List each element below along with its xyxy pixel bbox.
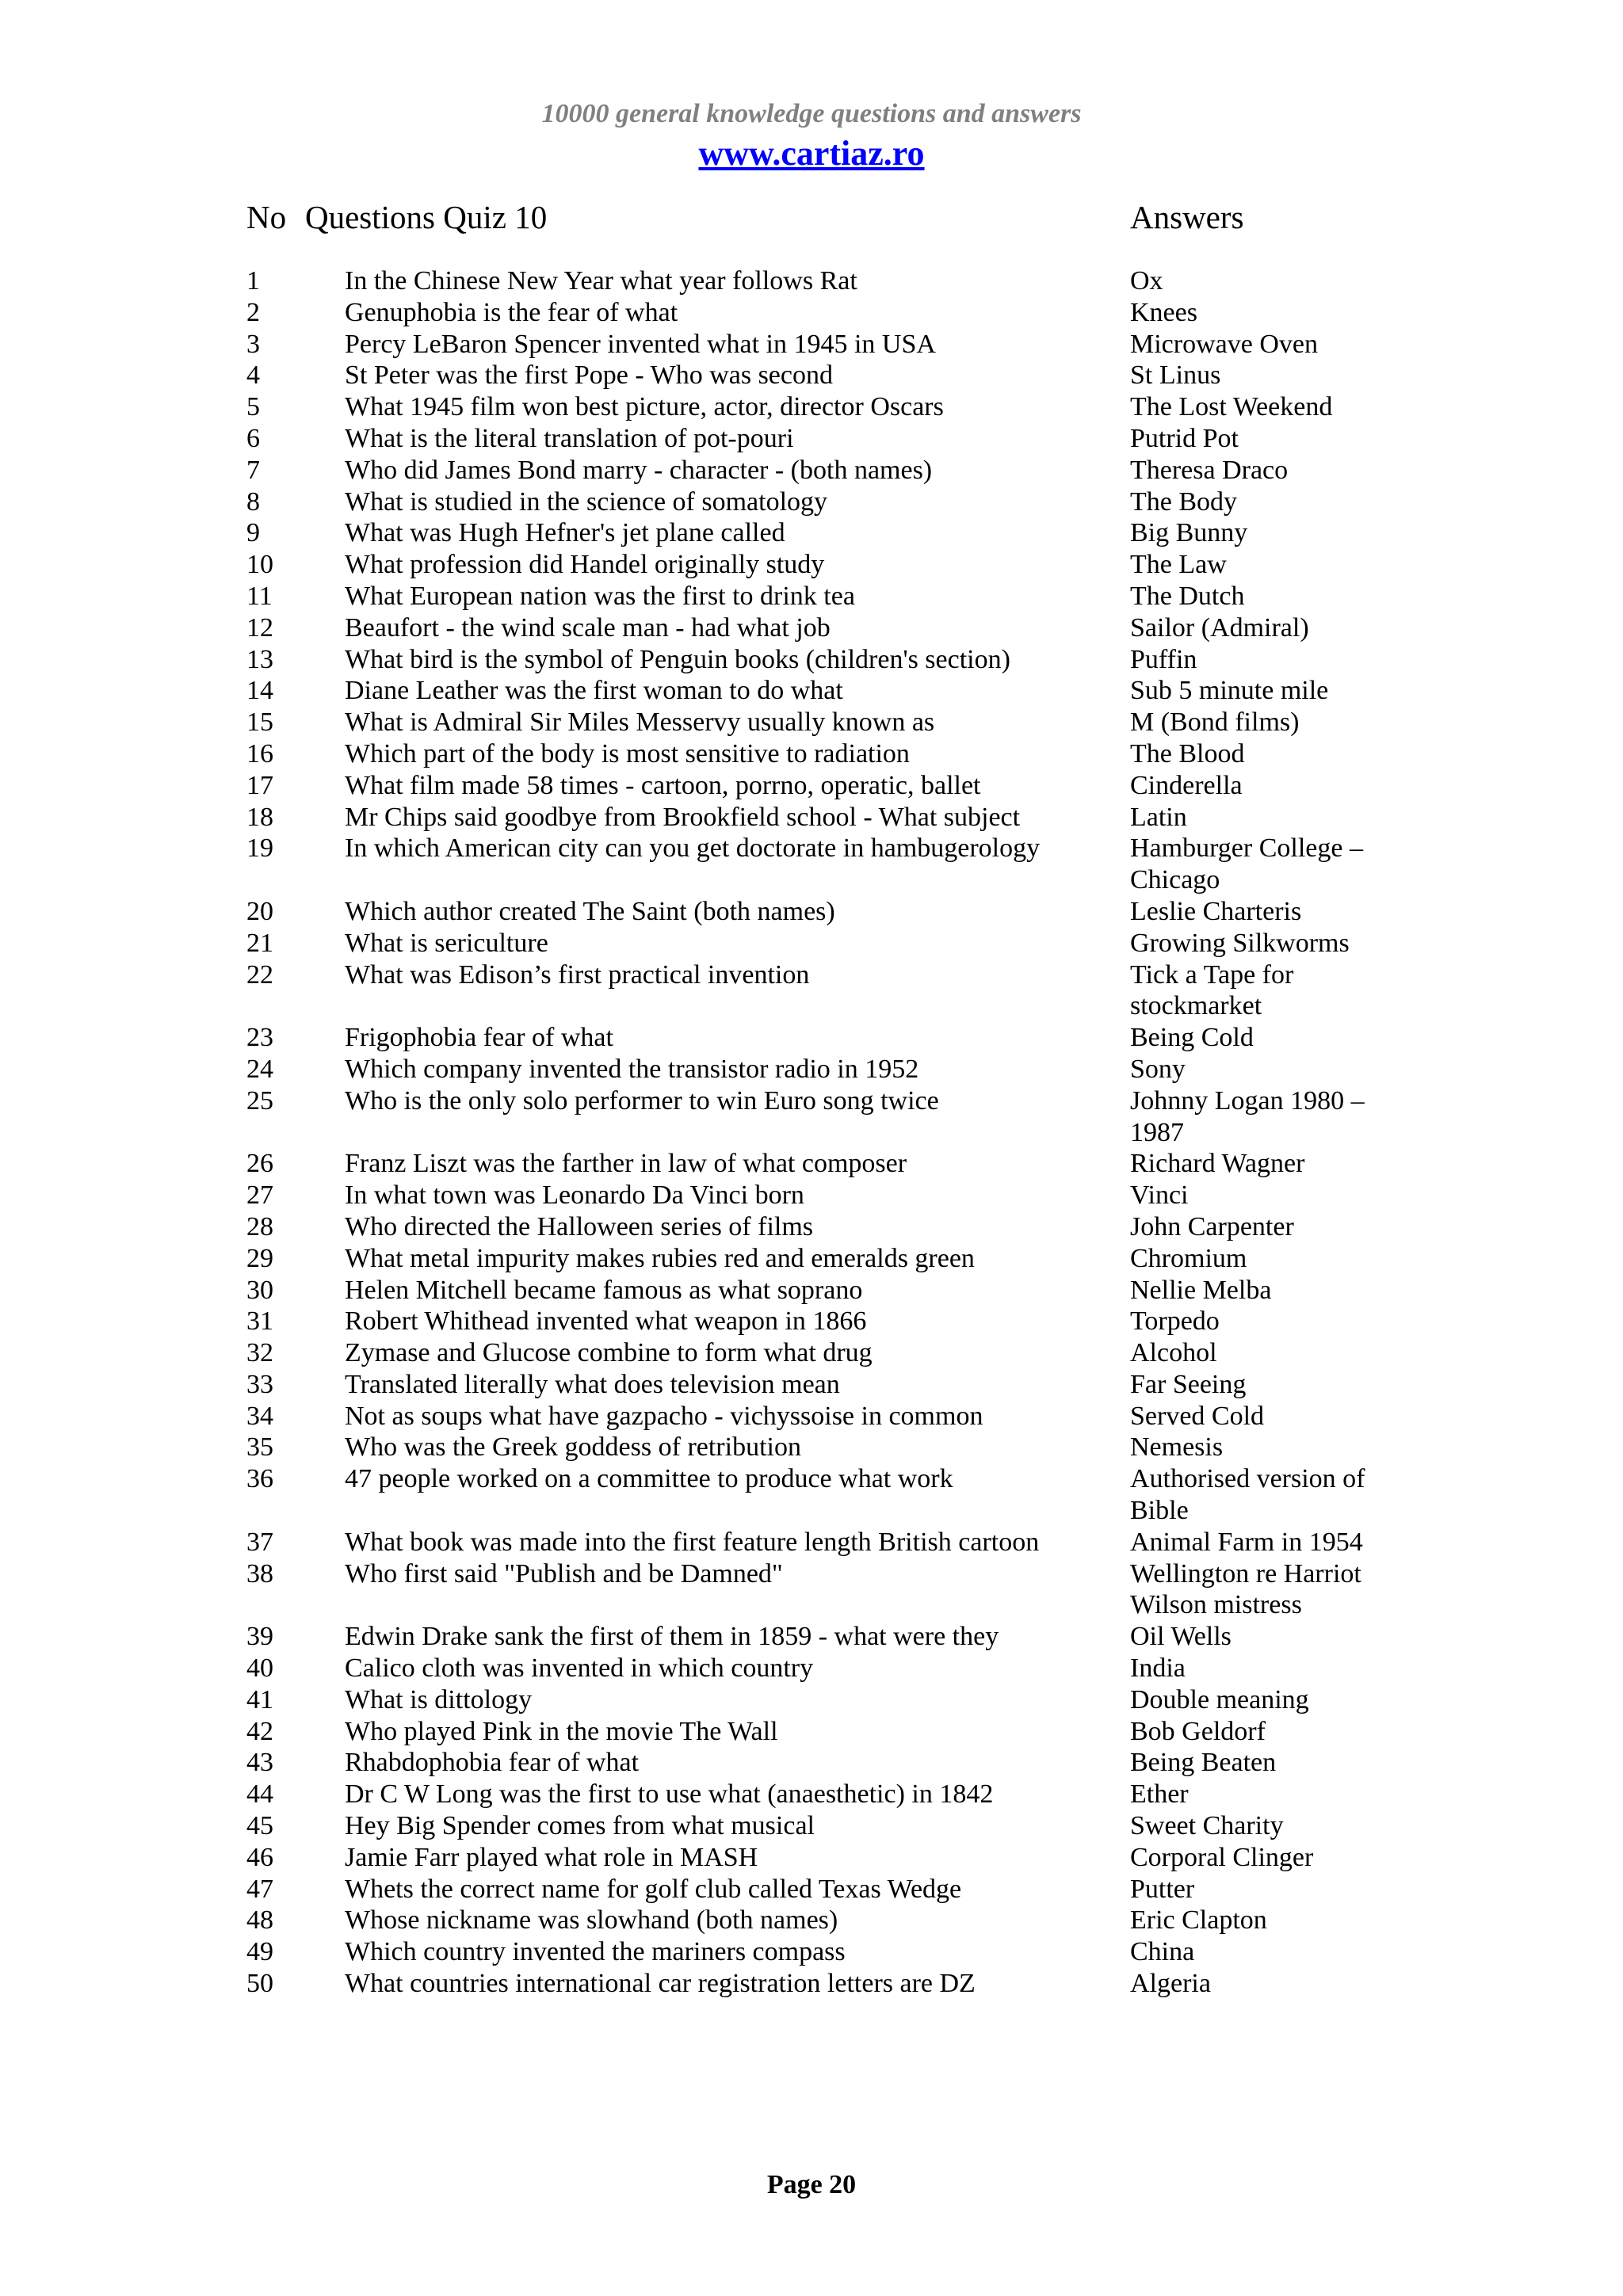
question-number: 3 xyxy=(246,329,260,359)
answer-text: Ether xyxy=(1130,1779,1189,1810)
quiz-row xyxy=(246,1148,1392,1180)
column-header-questions: Questions Quiz 10 xyxy=(305,199,548,235)
quiz-row xyxy=(246,1463,1392,1527)
question-number: 39 xyxy=(246,1622,273,1652)
question-text: Franz Liszt was the farther in law of what composer xyxy=(345,1149,907,1179)
quiz-row xyxy=(246,1054,1392,1085)
question-text: What was Edison’s first practical invention xyxy=(345,959,810,990)
answer-text: The Law xyxy=(1130,550,1227,580)
quiz-row xyxy=(246,1874,1392,1905)
question-text: What was Hugh Hefner's jet plane called xyxy=(345,518,785,548)
quiz-row xyxy=(246,1842,1392,1874)
question-text: Percy LeBaron Spencer invented what in 1945 in USA xyxy=(345,329,936,359)
question-number: 15 xyxy=(246,707,273,738)
answer-text: Theresa Draco xyxy=(1130,455,1289,485)
answer-text: Nemesis xyxy=(1130,1432,1224,1463)
answer-text: Latin xyxy=(1130,802,1187,832)
quiz-row xyxy=(246,455,1392,486)
question-text: Who played Pink in the movie The Wall xyxy=(345,1716,778,1746)
quiz-row xyxy=(246,1653,1392,1684)
question-text: 47 people worked on a committee to produce what work xyxy=(345,1464,953,1494)
quiz-row xyxy=(246,1243,1392,1275)
question-text: Edwin Drake sank the first of them in 1859 - what were they xyxy=(345,1622,999,1652)
answer-text: Authorised version of Bible xyxy=(1130,1464,1365,1526)
question-text: What bird is the symbol of Penguin books (children's section) xyxy=(345,644,1010,674)
question-number: 18 xyxy=(246,802,273,832)
answer-text: China xyxy=(1130,1937,1195,1967)
question-number: 46 xyxy=(246,1842,273,1872)
question-number: 44 xyxy=(246,1779,273,1810)
quiz-row xyxy=(246,738,1392,770)
answer-text: The Dutch xyxy=(1130,581,1245,611)
quiz-row xyxy=(246,1684,1392,1716)
quiz-row xyxy=(246,1022,1392,1054)
question-number: 20 xyxy=(246,896,273,926)
question-number: 13 xyxy=(246,644,273,674)
question-text: What is the literal translation of pot-pouri xyxy=(345,423,794,453)
answer-text: Bob Geldorf xyxy=(1130,1716,1266,1746)
quiz-row xyxy=(246,707,1392,738)
answer-text: Sweet Charity xyxy=(1130,1811,1284,1841)
quiz-row xyxy=(246,486,1392,518)
question-number: 28 xyxy=(246,1211,273,1241)
quiz-row xyxy=(246,1621,1392,1653)
answer-text: Animal Farm in 1954 xyxy=(1130,1527,1363,1557)
question-text: Helen Mitchell became famous as what soprano xyxy=(345,1275,863,1305)
question-text: What profession did Handel originally study xyxy=(345,550,825,580)
quiz-row xyxy=(246,517,1392,549)
answer-text: The Blood xyxy=(1130,738,1245,769)
question-number: 35 xyxy=(246,1432,273,1463)
question-text: In what town was Leonardo Da Vinci born xyxy=(345,1180,804,1211)
question-number: 50 xyxy=(246,1969,273,1999)
answer-text: Cinderella xyxy=(1130,770,1243,800)
answer-text: Corporal Clinger xyxy=(1130,1842,1314,1872)
question-number: 37 xyxy=(246,1527,273,1557)
question-text: Which company invented the transistor radio in 1952 xyxy=(345,1054,919,1084)
quiz-row xyxy=(246,1905,1392,1936)
quiz-row xyxy=(246,1747,1392,1779)
quiz-row xyxy=(246,959,1392,1023)
column-header-no: No xyxy=(246,199,287,235)
question-number: 32 xyxy=(246,1338,273,1368)
question-text: Who first said "Publish and be Damned" xyxy=(345,1558,783,1589)
quiz-row xyxy=(246,1180,1392,1211)
site-link[interactable]: www.cartiaz.ro xyxy=(698,134,925,173)
question-number: 1 xyxy=(246,266,260,296)
answer-text: Far Seeing xyxy=(1130,1369,1247,1399)
quiz-row xyxy=(246,297,1392,329)
quiz-row xyxy=(246,1432,1392,1463)
question-text: What book was made into the first feature length British cartoon xyxy=(345,1527,1040,1557)
question-number: 22 xyxy=(246,959,273,990)
answer-text: Sub 5 minute mile xyxy=(1130,676,1329,706)
question-text: What is studied in the science of somatology xyxy=(345,486,828,517)
question-text: Whets the correct name for golf club called Texas Wedge xyxy=(345,1874,962,1904)
question-number: 33 xyxy=(246,1369,273,1399)
question-text: What is dittology xyxy=(345,1684,533,1714)
question-text: What is sericulture xyxy=(345,928,548,958)
question-number: 8 xyxy=(246,486,260,517)
answer-text: Ox xyxy=(1130,266,1163,296)
question-number: 47 xyxy=(246,1874,273,1904)
question-number: 19 xyxy=(246,833,273,864)
quiz-row xyxy=(246,391,1392,423)
question-text: What European nation was the first to drink tea xyxy=(345,581,855,611)
quiz-row xyxy=(246,644,1392,676)
answer-text: Richard Wagner xyxy=(1130,1149,1305,1179)
answer-text: Leslie Charteris xyxy=(1130,896,1302,926)
answer-text: Putrid Pot xyxy=(1130,423,1239,453)
question-number: 11 xyxy=(246,581,273,611)
question-number: 34 xyxy=(246,1401,273,1431)
quiz-row xyxy=(246,612,1392,644)
answer-text: Johnny Logan 1980 – 1987 xyxy=(1130,1085,1365,1147)
question-text: Beaufort - the wind scale man - had what job xyxy=(345,612,831,643)
answer-text: Being Beaten xyxy=(1130,1748,1277,1778)
question-text: In the Chinese New Year what year follows Rat xyxy=(345,266,857,296)
answer-text: The Body xyxy=(1130,486,1238,517)
answer-text: Sony xyxy=(1130,1054,1186,1084)
quiz-row xyxy=(246,360,1392,391)
question-number: 43 xyxy=(246,1748,273,1778)
quiz-row xyxy=(246,928,1392,959)
answer-text: Puffin xyxy=(1130,644,1197,674)
question-number: 48 xyxy=(246,1905,273,1936)
question-text: What film made 58 times - cartoon, porrno, operatic, ballet xyxy=(345,770,981,800)
quiz-row xyxy=(246,265,1392,297)
question-number: 41 xyxy=(246,1684,273,1714)
question-text: Frigophobia fear of what xyxy=(345,1023,613,1053)
question-number: 29 xyxy=(246,1243,273,1273)
question-text: Mr Chips said goodbye from Brookfield school - What subject xyxy=(345,802,1021,832)
question-number: 10 xyxy=(246,550,273,580)
question-number: 25 xyxy=(246,1085,273,1116)
quiz-row xyxy=(246,1401,1392,1432)
answer-text: Torpedo xyxy=(1130,1306,1220,1337)
column-header-answers: Answers xyxy=(1130,199,1244,235)
question-text: What is Admiral Sir Miles Messervy usually known as xyxy=(345,707,935,738)
answer-text: Wellington re Harriot Wilson mistress xyxy=(1130,1558,1361,1620)
quiz-row xyxy=(246,1936,1392,1968)
answer-text: Double meaning xyxy=(1130,1684,1309,1714)
quiz-row xyxy=(246,1337,1392,1369)
question-text: Jamie Farr played what role in MASH xyxy=(345,1842,758,1872)
question-number: 49 xyxy=(246,1937,273,1967)
question-text: Hey Big Spender comes from what musical xyxy=(345,1811,815,1841)
quiz-row xyxy=(246,833,1392,896)
answer-text: John Carpenter xyxy=(1130,1211,1294,1241)
answer-text: M (Bond films) xyxy=(1130,707,1300,738)
question-number: 5 xyxy=(246,392,260,422)
question-text: What metal impurity makes rubies red and emeralds green xyxy=(345,1243,975,1273)
answer-text: Hamburger College – Chicago xyxy=(1130,833,1363,895)
quiz-row xyxy=(246,896,1392,928)
quiz-table-body xyxy=(246,265,1392,2000)
document-title: 10000 general knowledge questions and answers xyxy=(541,99,1082,128)
question-text: Who did James Bond marry - character - (both names) xyxy=(345,455,933,485)
question-text: Calico cloth was invented in which country xyxy=(345,1653,814,1684)
question-number: 14 xyxy=(246,676,273,706)
question-number: 42 xyxy=(246,1716,273,1746)
answer-text: Vinci xyxy=(1130,1180,1189,1211)
answer-text: Served Cold xyxy=(1130,1401,1265,1431)
answer-text: Microwave Oven xyxy=(1130,329,1318,359)
question-number: 16 xyxy=(246,738,273,769)
question-number: 12 xyxy=(246,612,273,643)
question-number: 4 xyxy=(246,360,260,391)
question-number: 17 xyxy=(246,770,273,800)
question-number: 2 xyxy=(246,297,260,327)
quiz-row xyxy=(246,1085,1392,1149)
quiz-row xyxy=(246,675,1392,707)
quiz-row xyxy=(246,1716,1392,1748)
quiz-row xyxy=(246,581,1392,612)
question-text: Who is the only solo performer to win Euro song twice xyxy=(345,1085,939,1116)
question-text: Which part of the body is most sensitive to radiation xyxy=(345,738,910,769)
question-text: Robert Whithead invented what weapon in 1866 xyxy=(345,1306,867,1337)
question-text: St Peter was the first Pope - Who was second xyxy=(345,360,833,391)
answer-text: Alcohol xyxy=(1130,1338,1217,1368)
question-text: Translated literally what does television mean xyxy=(345,1369,840,1399)
question-text: Zymase and Glucose combine to form what drug xyxy=(345,1338,873,1368)
page-number: Page 20 xyxy=(766,2170,857,2199)
quiz-row xyxy=(246,423,1392,455)
question-number: 21 xyxy=(246,928,273,958)
answer-text: Oil Wells xyxy=(1130,1622,1232,1652)
question-text: Diane Leather was the first woman to do what xyxy=(345,676,843,706)
answer-text: Nellie Melba xyxy=(1130,1275,1272,1305)
question-text: Rhabdophobia fear of what xyxy=(345,1748,640,1778)
question-text: Not as soups what have gazpacho - vichyssoise in common xyxy=(345,1401,983,1431)
quiz-row xyxy=(246,1306,1392,1337)
question-text: Which author created The Saint (both names) xyxy=(345,896,835,926)
question-number: 26 xyxy=(246,1149,273,1179)
question-number: 31 xyxy=(246,1306,273,1337)
question-text: Who was the Greek goddess of retribution xyxy=(345,1432,801,1463)
answer-text: Putter xyxy=(1130,1874,1195,1904)
question-number: 30 xyxy=(246,1275,273,1305)
question-number: 7 xyxy=(246,455,260,485)
question-text: Which country invented the mariners compass xyxy=(345,1937,846,1967)
answer-text: Knees xyxy=(1130,297,1197,327)
question-number: 38 xyxy=(246,1558,273,1589)
answer-text: Algeria xyxy=(1130,1969,1211,1999)
answer-text: Growing Silkworms xyxy=(1130,928,1350,958)
answer-text: Sailor (Admiral) xyxy=(1130,612,1309,643)
question-text: Who directed the Halloween series of films xyxy=(345,1211,814,1241)
answer-text: Big Bunny xyxy=(1130,518,1248,548)
quiz-row xyxy=(246,802,1392,833)
answer-text: St Linus xyxy=(1130,360,1221,391)
question-text: In which American city can you get doctorate in hambugerology xyxy=(345,833,1041,864)
quiz-row xyxy=(246,1369,1392,1401)
question-number: 40 xyxy=(246,1653,273,1684)
question-text: What countries international car registration letters are DZ xyxy=(345,1969,976,1999)
answer-text: India xyxy=(1130,1653,1186,1684)
question-number: 36 xyxy=(246,1464,273,1494)
answer-text: Tick a Tape for stockmarket xyxy=(1130,959,1294,1021)
answer-text: Eric Clapton xyxy=(1130,1905,1267,1936)
answer-text: The Lost Weekend xyxy=(1130,392,1333,422)
quiz-row xyxy=(246,1211,1392,1243)
quiz-row xyxy=(246,1810,1392,1842)
quiz-row xyxy=(246,770,1392,802)
question-number: 6 xyxy=(246,423,260,453)
question-number: 23 xyxy=(246,1023,273,1053)
question-text: Whose nickname was slowhand (both names) xyxy=(345,1905,838,1936)
answer-text: Being Cold xyxy=(1130,1023,1254,1053)
quiz-row xyxy=(246,1275,1392,1306)
answer-text: Chromium xyxy=(1130,1243,1247,1273)
question-number: 45 xyxy=(246,1811,273,1841)
quiz-row xyxy=(246,1968,1392,2000)
question-number: 27 xyxy=(246,1180,273,1211)
site-link-line xyxy=(0,133,1623,174)
question-number: 9 xyxy=(246,518,260,548)
question-text: Dr C W Long was the first to use what (anaesthetic) in 1842 xyxy=(345,1779,994,1810)
quiz-row xyxy=(246,1558,1392,1622)
quiz-row xyxy=(246,1779,1392,1810)
question-text: Genuphobia is the fear of what xyxy=(345,297,678,327)
question-number: 24 xyxy=(246,1054,273,1084)
quiz-row xyxy=(246,1527,1392,1558)
quiz-row xyxy=(246,549,1392,581)
quiz-row xyxy=(246,329,1392,360)
question-text: What 1945 film won best picture, actor, director Oscars xyxy=(345,392,944,422)
